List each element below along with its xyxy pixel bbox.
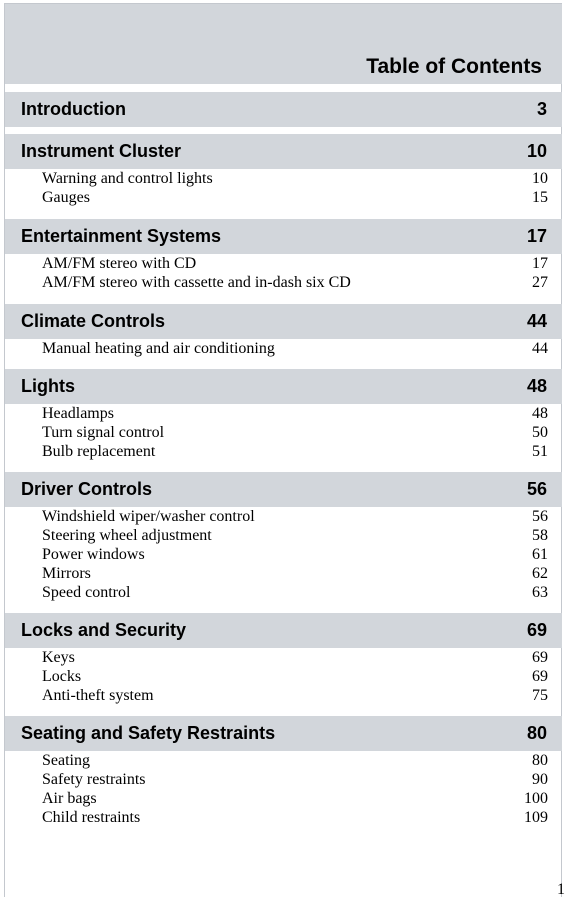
- toc-entry[interactable]: [42, 442, 548, 461]
- section-heading[interactable]: [5, 219, 562, 254]
- entry-label: Turn signal control: [42, 423, 165, 441]
- toc-entry[interactable]: [42, 789, 548, 808]
- section-title: Instrument Cluster: [21, 141, 182, 161]
- toc-entry[interactable]: [42, 770, 548, 789]
- page-title: Table of Contents: [366, 55, 542, 78]
- toc-entry[interactable]: [42, 667, 548, 686]
- entry-label: Air bags: [42, 789, 97, 807]
- entry-page: 17: [532, 254, 548, 272]
- entry-label: Bulb replacement: [42, 442, 156, 460]
- entry-label: Anti-theft system: [42, 686, 154, 704]
- toc-entry[interactable]: [42, 545, 548, 564]
- entry-label: Speed control: [42, 583, 131, 601]
- section-title: Driver Controls: [21, 479, 153, 499]
- entry-page: 56: [532, 507, 548, 525]
- entry-page: 50: [532, 423, 548, 441]
- toc-entry[interactable]: [42, 808, 548, 827]
- entry-label: Mirrors: [42, 564, 91, 582]
- section-title: Entertainment Systems: [21, 226, 222, 246]
- toc-header: [5, 4, 562, 84]
- toc-entry[interactable]: [42, 583, 548, 602]
- toc-entry[interactable]: [42, 751, 548, 770]
- toc-entry[interactable]: [42, 526, 548, 545]
- entry-page: 69: [532, 667, 548, 685]
- entry-label: AM/FM stereo with CD: [42, 254, 197, 272]
- section-title: Locks and Security: [21, 620, 187, 640]
- entry-label: Windshield wiper/washer control: [42, 507, 255, 525]
- section-title: Lights: [21, 376, 75, 396]
- entry-label: Seating: [42, 751, 90, 769]
- section-heading[interactable]: [5, 613, 562, 648]
- section-heading[interactable]: [5, 134, 562, 169]
- toc-entry[interactable]: [42, 648, 548, 667]
- page-number: 1: [557, 881, 565, 898]
- entry-label: Gauges: [42, 188, 90, 206]
- entry-label: Child restraints: [42, 808, 141, 826]
- entry-label: Headlamps: [42, 404, 114, 422]
- section-heading[interactable]: [5, 304, 562, 339]
- toc-entry[interactable]: [42, 169, 548, 188]
- entry-label: Power windows: [42, 545, 145, 563]
- entry-page: 100: [524, 789, 548, 807]
- section-page: 44: [526, 311, 547, 331]
- entry-page: 44: [532, 339, 548, 357]
- entry-label: AM/FM stereo with cassette and in-dash six CD: [42, 273, 351, 291]
- section-title: Climate Controls: [21, 311, 166, 331]
- section-heading[interactable]: [5, 472, 562, 507]
- entry-label: Keys: [42, 648, 75, 666]
- toc-entry[interactable]: [42, 423, 548, 442]
- entry-label: Warning and control lights: [42, 169, 213, 187]
- entry-page: 15: [532, 188, 548, 206]
- entry-page: 109: [524, 808, 548, 826]
- toc-entry[interactable]: [42, 339, 548, 358]
- toc-entry[interactable]: [42, 564, 548, 583]
- section-page: 17: [526, 226, 547, 246]
- entry-label: Steering wheel adjustment: [42, 526, 212, 544]
- section-page: 80: [526, 723, 547, 743]
- section-page: 3: [536, 99, 547, 119]
- toc-entry[interactable]: [42, 507, 548, 526]
- entry-page: 27: [532, 273, 548, 291]
- section-heading[interactable]: [5, 92, 562, 127]
- entry-label: Safety restraints: [42, 770, 146, 788]
- section-title: Introduction: [21, 99, 126, 119]
- entry-label: Manual heating and air conditioning: [42, 339, 275, 357]
- entry-page: 61: [532, 545, 548, 563]
- section-heading[interactable]: [5, 369, 562, 404]
- entry-page: 75: [532, 686, 548, 704]
- entry-page: 10: [532, 169, 548, 187]
- entry-page: 58: [532, 526, 548, 544]
- toc-entry[interactable]: [42, 273, 548, 292]
- section-page: 48: [526, 376, 547, 396]
- entry-page: 51: [532, 442, 548, 460]
- toc-entry[interactable]: [42, 404, 548, 423]
- toc-entry[interactable]: [42, 188, 548, 207]
- section-page: 56: [526, 479, 547, 499]
- section-page: 10: [526, 141, 547, 161]
- entry-label: Locks: [42, 667, 82, 685]
- section-page: 69: [526, 620, 547, 640]
- entry-page: 80: [532, 751, 548, 769]
- entry-page: 62: [532, 564, 548, 582]
- entry-page: 48: [532, 404, 548, 422]
- section-title: Seating and Safety Restraints: [21, 723, 276, 743]
- entry-page: 69: [532, 648, 548, 666]
- section-heading[interactable]: [5, 716, 562, 751]
- entry-page: 63: [532, 583, 548, 601]
- toc-entry[interactable]: [42, 254, 548, 273]
- entry-page: 90: [532, 770, 548, 788]
- toc-entry[interactable]: [42, 686, 548, 705]
